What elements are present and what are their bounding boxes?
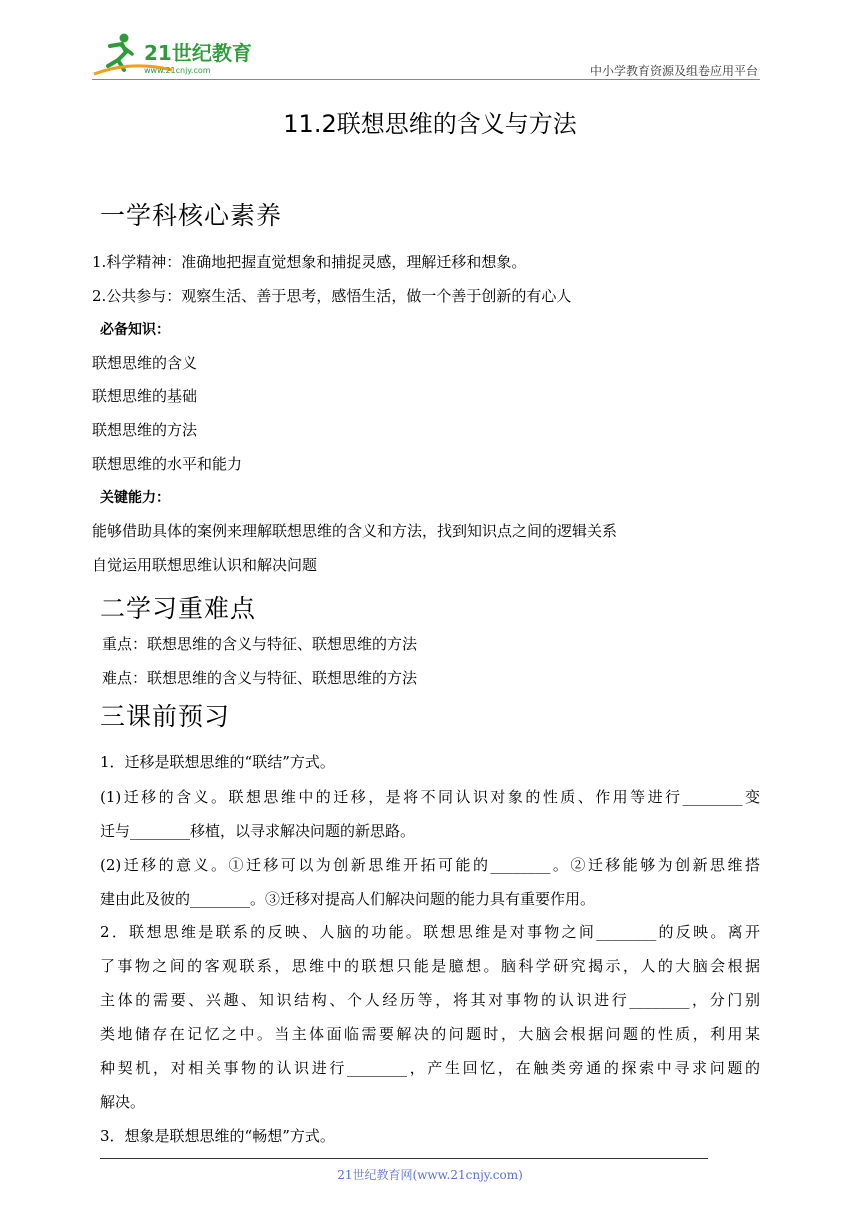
svg-text:www.21cnjy.com: www.21cnjy.com (144, 66, 211, 75)
question-3-title: 3．想象是联想思维的“畅想”方式。 (100, 1127, 335, 1145)
ability-item-1: 能够借助具体的案例来理解联想思维的含义和方法，找到知识点之间的逻辑关系 (92, 522, 618, 540)
question-1-title: 1．迁移是联想思维的“联结”方式。 (100, 753, 335, 771)
knowledge-item-1: 联想思维的含义 (92, 354, 198, 372)
ability-label: 关键能力： (100, 490, 170, 506)
question-1b: (2)迁移的意义。①迁移可以为创新思维开拓可能的________。②迁移能够为创新思维搭 建由此及彼的________。③迁移对提高人们解决问题的能力具有重要作用。 (100, 856, 760, 908)
section2-heading: 二学习重难点 (100, 594, 257, 623)
header-divider (92, 79, 760, 80)
core-item-2: 2.公共参与：观察生活、善于思考，感悟生活，做一个善于创新的有心人 (92, 287, 572, 305)
knowledge-item-2: 联想思维的基础 (92, 387, 198, 405)
knowledge-item-4: 联想思维的水平和能力 (92, 455, 243, 473)
knowledge-item-3: 联想思维的方法 (92, 421, 198, 439)
svg-text:21世纪教育: 21世纪教育 (144, 41, 252, 65)
section3-heading: 三课前预习 (100, 702, 231, 731)
knowledge-label: 必备知识： (100, 322, 170, 338)
page-title: 11.2联想思维的含义与方法 (283, 110, 577, 138)
question-2: 2．联想思维是联系的反映、人脑的功能。联想思维是对事物之间________的反映。离开 了事物之间的客观联系，思维中的联想只能是臆想。脑科学研究揭示，人的大脑会根据 主体的需要、兴趣、知识结构、个人经历等，将其对事物的认识进行________，分门别 类地储存在记忆之中。当主体面临需要解决的问题时，大脑会根据问题的性质，利用某 种契机，对相关事物的认识进行________，产生回忆，在触类旁通的探索中寻求问题的 解决。 (100, 923, 760, 1111)
core-item-1: 1.科学精神：准确地把握直觉想象和捕捉灵感，理解迁移和想象。 (92, 253, 527, 271)
footer-link[interactable]: 21世纪教育网(www.21cnjy.com) (337, 1168, 523, 1182)
ability-item-2: 自觉运用联想思维认识和解决问题 (92, 556, 318, 574)
key-point: 重点：联想思维的含义与特征、联想思维的方法 (102, 635, 418, 653)
header-platform-text: 中小学教育资源及组卷应用平台 (589, 64, 758, 78)
site-logo (92, 30, 262, 80)
section1-heading: 一学科核心素养 (100, 201, 283, 230)
footer-divider (100, 1158, 708, 1159)
difficult-point: 难点：联想思维的含义与特征、联想思维的方法 (102, 669, 418, 687)
question-1a: (1)迁移的含义。联想思维中的迁移，是将不同认识对象的性质、作用等进行________变 迁与________移植，以寻求解决问题的新思路。 (100, 788, 760, 840)
